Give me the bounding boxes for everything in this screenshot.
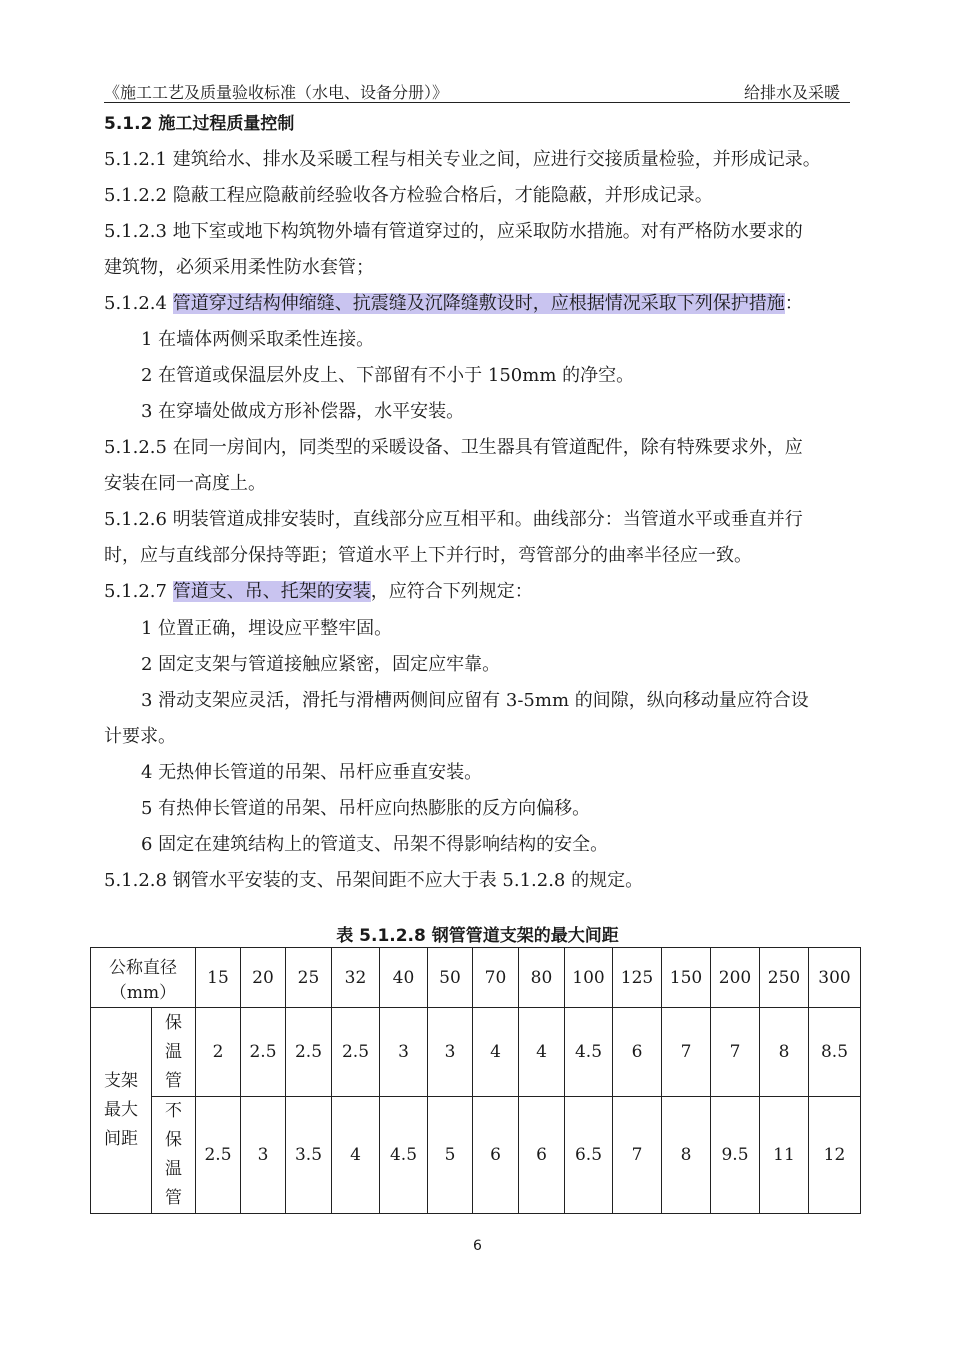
clause-5-1-2-7-item3-line2: 计要求。: [104, 726, 176, 747]
value-cell: 7: [613, 1097, 662, 1214]
value-cell: 3: [428, 1008, 473, 1097]
clause-5-1-2-7-item1: 1 位置正确，埋设应平整牢固。: [141, 618, 393, 639]
clause-5-1-2-5-line2: 安装在同一高度上。: [104, 473, 266, 494]
diameter-cell: 100: [565, 948, 613, 1008]
value-cell: 2.5: [241, 1008, 286, 1097]
diameter-cell: 25: [286, 948, 332, 1008]
diameter-cell: 300: [809, 948, 861, 1008]
value-cell: 11: [760, 1097, 809, 1214]
diameter-cell: 15: [196, 948, 241, 1008]
table-header-row: [91, 948, 861, 1008]
value-cell: 4.5: [380, 1097, 428, 1214]
value-cell: 4: [473, 1008, 519, 1097]
highlighted-text: 管道支、吊、托架的安装: [172, 581, 371, 602]
value-cell: 8.5: [809, 1008, 861, 1097]
header-chapter-title: 给排水及采暖: [743, 83, 840, 102]
diameter-cell: 150: [662, 948, 711, 1008]
clause-5-1-2-7-item3-line1: 3 滑动支架应灵活，滑托与滑槽两侧间应留有 3-5mm 的间隙，纵向移动量应符合设: [141, 690, 809, 711]
value-cell: 2.5: [286, 1008, 332, 1097]
clause-5-1-2-4-item1: 1 在墙体两侧采取柔性连接。: [141, 329, 375, 350]
max-spacing-label: 支架 最大 间距: [91, 1008, 152, 1214]
diameter-cell: 32: [332, 948, 380, 1008]
value-cell: 2: [196, 1008, 241, 1097]
value-cell: 3.5: [286, 1097, 332, 1214]
highlighted-text: 管道穿过结构伸缩缝、抗震缝及沉降缝敷设时，应根据情况采取下列保护措施: [172, 293, 785, 314]
value-cell: 6: [473, 1097, 519, 1214]
page-header: [104, 78, 850, 103]
diameter-cell: 250: [760, 948, 809, 1008]
clause-5-1-2-4-item2: 2 在管道或保温层外皮上、下部留有不小于 150mm 的净空。: [141, 365, 635, 386]
value-cell: 7: [711, 1008, 760, 1097]
uninsulated-row: [91, 1097, 861, 1214]
clause-tail: ：: [784, 293, 803, 314]
diameter-cell: 50: [428, 948, 473, 1008]
value-cell: 2.5: [196, 1097, 241, 1214]
value-cell: 7: [662, 1008, 711, 1097]
header-book-title: 《施工工艺及质量验收标准（水电、设备分册）》: [104, 83, 449, 102]
clause-tail: ，应符合下列规定：: [370, 581, 533, 602]
value-cell: 3: [380, 1008, 428, 1097]
value-cell: 6.5: [565, 1097, 613, 1214]
section-title: 5.1.2 施工过程质量控制: [104, 114, 295, 134]
diameter-cell: 70: [473, 948, 519, 1008]
diameter-cell: 40: [380, 948, 428, 1008]
clause-5-1-2-3-line1: 5.1.2.3 地下室或地下构筑物外墙有管道穿过的，应采取防水措施。对有严格防水要求的: [104, 221, 803, 242]
support-spacing-table: [90, 947, 861, 1214]
clause-5-1-2-7-item2: 2 固定支架与管道接触应紧密，固定应牢靠。: [141, 654, 501, 675]
clause-5-1-2-7-item6: 6 固定在建筑结构上的管道支、吊架不得影响结构的安全。: [141, 834, 609, 855]
insulated-pipe-label: 保 温 管: [152, 1008, 196, 1097]
uninsulated-pipe-label: 不 保 温 管: [152, 1097, 196, 1214]
clause-5-1-2-7-item5: 5 有热伸长管道的吊架、吊杆应向热膨胀的反方向偏移。: [141, 798, 591, 819]
insulated-row: [91, 1008, 861, 1097]
diameter-cell: 20: [241, 948, 286, 1008]
value-cell: 4.5: [565, 1008, 613, 1097]
clause-5-1-2-4: [104, 292, 803, 316]
value-cell: 4: [332, 1097, 380, 1214]
value-cell: 8: [662, 1097, 711, 1214]
clause-5-1-2-6-line1: 5.1.2.6 明装管道成排安装时，直线部分应互相平和。曲线部分：当管道水平或垂直并行: [104, 509, 803, 530]
clause-5-1-2-7: [104, 580, 533, 604]
value-cell: 12: [809, 1097, 861, 1214]
diameter-cell: 125: [613, 948, 662, 1008]
clause-5-1-2-1: 5.1.2.1 建筑给水、排水及采暖工程与相关专业之间，应进行交接质量检验，并形成记录。: [104, 149, 821, 170]
value-cell: 5: [428, 1097, 473, 1214]
clause-5-1-2-2: 5.1.2.2 隐蔽工程应隐蔽前经验收各方检验合格后，才能隐蔽，并形成记录。: [104, 185, 713, 206]
value-cell: 4: [519, 1008, 565, 1097]
value-cell: 3: [241, 1097, 286, 1214]
clause-5-1-2-4-item3: 3 在穿墙处做成方形补偿器，水平安装。: [141, 401, 465, 422]
value-cell: 6: [613, 1008, 662, 1097]
clause-5-1-2-8: 5.1.2.8 钢管水平安装的支、吊架间距不应大于表 5.1.2.8 的规定。: [104, 870, 644, 891]
clause-5-1-2-6-line2: 时，应与直线部分保持等距；管道水平上下并行时，弯管部分的曲率半径应一致。: [104, 545, 752, 566]
clause-5-1-2-3-line2: 建筑物，必须采用柔性防水套管；: [104, 257, 374, 278]
value-cell: 2.5: [332, 1008, 380, 1097]
nominal-diameter-label: 公称直径 （mm）: [91, 948, 196, 1008]
clause-number: 5.1.2.4: [104, 293, 173, 314]
table-title: 表 5.1.2.8 钢管管道支架的最大间距: [336, 926, 619, 946]
clause-number: 5.1.2.7: [104, 581, 173, 602]
value-cell: 6: [519, 1097, 565, 1214]
clause-5-1-2-7-item4: 4 无热伸长管道的吊架、吊杆应垂直安装。: [141, 762, 483, 783]
value-cell: 9.5: [711, 1097, 760, 1214]
diameter-cell: 80: [519, 948, 565, 1008]
clause-5-1-2-5-line1: 5.1.2.5 在同一房间内，同类型的采暖设备、卫生器具有管道配件，除有特殊要求外，应: [104, 437, 803, 458]
diameter-cell: 200: [711, 948, 760, 1008]
value-cell: 8: [760, 1008, 809, 1097]
page-number: 6: [473, 1238, 482, 1254]
